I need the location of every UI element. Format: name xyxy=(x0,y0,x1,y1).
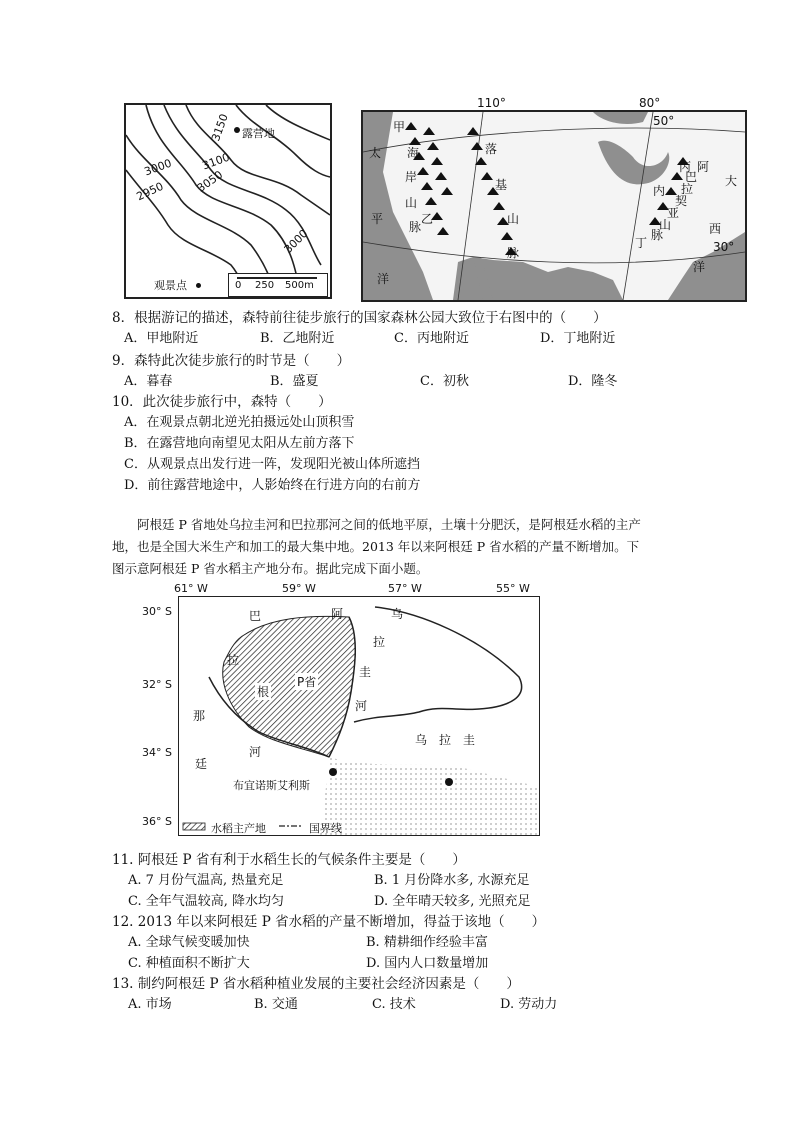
arg-label-la-n: 拉 xyxy=(373,635,386,649)
arg-label-p: P省 xyxy=(297,675,317,689)
scale-bar xyxy=(228,273,328,297)
na-label-ba: 巴 xyxy=(685,170,698,184)
q9-option-d[interactable]: D．隆冬 xyxy=(568,374,618,389)
na-label-a-e: 阿 xyxy=(697,160,710,174)
arg-label-ting: 廷 xyxy=(195,757,208,771)
q8-option-a[interactable]: A．甲地附近 xyxy=(124,331,199,346)
q10-option-d[interactable]: D．前往露营地途中，人影始终在行进方向的右前方 xyxy=(124,478,421,493)
q12-option-a[interactable]: A. 全球气候变暖加快 xyxy=(128,935,250,950)
contour-label-3000: 3000 xyxy=(142,156,174,179)
passage-line-2: 地，也是全国大米生产和加工的最大集中地。2013 年以来阿根廷 P 省水稻的产量不断增加。下 xyxy=(112,539,640,554)
question-9: 9．森特此次徒步旅行的时节是（ ） xyxy=(112,353,351,369)
scale-250: 250 xyxy=(255,280,275,291)
arg-label-na: 那 xyxy=(193,709,206,723)
na-label-mai-w: 脉 xyxy=(409,220,422,234)
passage-line-1: 阿根廷 P 省地处乌拉圭河和巴拉那河之间的低地平原，土壤十分肥沃，是阿根廷水稻的主产 xyxy=(112,517,641,532)
arg-lat-30: 30° S xyxy=(142,605,172,618)
legend-rice-label: 水稻主产地 xyxy=(211,822,266,835)
passage-line-3: 图示意阿根廷 P 省水稻主产地分布。据此完成下面小题。 xyxy=(112,561,429,576)
arg-label-wu-n: 乌 xyxy=(391,607,404,621)
scale-0: 0 xyxy=(235,280,242,291)
arg-lon-59: 59° W xyxy=(282,582,316,595)
q12-option-b[interactable]: B. 精耕细作经验丰富 xyxy=(366,935,488,950)
q11-option-d[interactable]: D. 全年晴天较多, 光照充足 xyxy=(374,894,531,909)
topographic-map xyxy=(124,103,332,299)
q8-option-d[interactable]: D．丁地附近 xyxy=(540,331,616,346)
na-label-shan-e: 山 xyxy=(659,218,672,232)
q8-option-c[interactable]: C．丙地附近 xyxy=(394,331,469,346)
arg-label-gui-n: 圭 xyxy=(359,665,372,679)
question-12: 12. 2013 年以来阿根廷 P 省水稻的产量不断增加，得益于该地（ ） xyxy=(112,914,546,930)
na-label-mai-m: 脉 xyxy=(507,246,520,260)
q11-option-a[interactable]: A. 7 月份气温高, 热量充足 xyxy=(128,873,284,888)
arg-city-label: 布宜诺斯艾利斯 xyxy=(233,779,310,792)
q13-option-a[interactable]: A. 市场 xyxy=(128,997,172,1012)
question-11: 11. 阿根廷 P 省有利于水稻生长的气候条件主要是（ ） xyxy=(112,852,466,868)
question-10: 10．此次徒步旅行中，森特（ ） xyxy=(112,394,332,410)
na-label-an: 岸 xyxy=(405,170,418,184)
na-label-mai-e: 脉 xyxy=(651,228,664,242)
na-label-ji: 基 xyxy=(495,178,508,192)
na-label-ding: 丁 xyxy=(635,236,648,250)
arg-lon-61: 61° W xyxy=(174,582,208,595)
q10-option-a[interactable]: A．在观景点朝北逆光拍摄远处山顶积雪 xyxy=(124,415,355,430)
q8-option-b[interactable]: B．乙地附近 xyxy=(260,331,335,346)
camp-point xyxy=(234,127,240,133)
na-label-tai-w: 太 xyxy=(369,146,382,160)
arg-lon-57: 57° W xyxy=(388,582,422,595)
q9-option-b[interactable]: B．盛夏 xyxy=(270,374,319,389)
na-label-jia: 甲 xyxy=(393,120,406,134)
contour-label-2950: 2950 xyxy=(134,179,166,204)
na-lat-30: 30° xyxy=(713,240,735,254)
question-13: 13. 制约阿根廷 P 省水稻种植业发展的主要社会经济因素是（ ） xyxy=(112,976,520,992)
argentina-map-shapes xyxy=(179,597,539,835)
arg-label-gen: 根 xyxy=(257,685,270,699)
na-label-la: 拉 xyxy=(681,182,694,196)
contour-lines xyxy=(126,105,330,297)
passage xyxy=(112,514,692,580)
legend-border-label: 国界线 xyxy=(309,822,342,835)
camp-label: 露营地 xyxy=(242,127,275,140)
na-label-yang-w: 洋 xyxy=(377,272,390,286)
na-label-nei: 内 xyxy=(653,184,666,198)
arg-lat-36: 36° S xyxy=(142,815,172,828)
na-lon-110: 110° xyxy=(477,96,506,110)
contour-label-3050: 3050 xyxy=(194,168,226,195)
na-label-ya: 亚 xyxy=(667,206,680,220)
na-label-qi: 契 xyxy=(675,194,688,208)
q13-option-b[interactable]: B. 交通 xyxy=(254,997,298,1012)
na-label-yi: 乙 xyxy=(421,212,434,226)
q13-option-d[interactable]: D. 劳动力 xyxy=(500,997,558,1012)
na-label-hai: 海 xyxy=(407,146,420,160)
na-label-shan-w: 山 xyxy=(405,196,418,210)
scale-500m: 500m xyxy=(285,280,314,291)
na-label-ping: 平 xyxy=(371,212,384,226)
viewpoint-point xyxy=(196,283,201,288)
north-america-map xyxy=(361,96,747,302)
q11-option-b[interactable]: B. 1 月份降水多, 水源充足 xyxy=(374,873,530,888)
q9-option-a[interactable]: A．暮春 xyxy=(124,374,173,389)
na-label-bing: 丙 xyxy=(679,160,692,174)
q10-option-b[interactable]: B．在露营地向南望见太阳从左前方落下 xyxy=(124,436,355,451)
na-lon-80: 80° xyxy=(639,96,661,110)
argentina-map xyxy=(178,596,540,836)
na-label-shan-m: 山 xyxy=(507,212,520,226)
arg-label-country: 乌 拉 圭 xyxy=(415,733,476,747)
na-label-yang-e: 洋 xyxy=(693,260,706,274)
na-label-luo: 落 xyxy=(485,142,498,156)
mountain-ranges xyxy=(363,112,745,300)
viewpoint-label: 观景点 xyxy=(154,279,187,292)
arg-lon-55: 55° W xyxy=(496,582,530,595)
q12-option-d[interactable]: D. 国内人口数量增加 xyxy=(366,956,489,971)
contour-label-3100: 3100 xyxy=(200,150,232,173)
arg-label-la: 拉 xyxy=(227,653,240,667)
q13-option-c[interactable]: C. 技术 xyxy=(372,997,416,1012)
question-8: 8．根据游记的描述，森特前往徒步旅行的国家森林公园大致位于右图中的（ ） xyxy=(112,310,607,326)
q12-option-c[interactable]: C. 种植面积不断扩大 xyxy=(128,956,250,971)
arg-label-ba: 巴 xyxy=(249,609,262,623)
contour-label-3150: 3150 xyxy=(209,112,231,143)
na-label-xi: 西 xyxy=(709,222,722,236)
arg-label-he-w: 河 xyxy=(249,745,262,759)
na-lat-50: 50° xyxy=(653,114,675,128)
q11-option-c[interactable]: C. 全年气温较高, 降水均匀 xyxy=(128,894,285,909)
contour-label-3000b: 3000 xyxy=(281,227,311,256)
q10-option-c[interactable]: C．从观景点出发行进一阵，发现阳光被山体所遮挡 xyxy=(124,457,420,472)
arg-lat-34: 34° S xyxy=(142,746,172,759)
arg-label-a: 阿 xyxy=(331,607,344,621)
na-label-tai-e: 大 xyxy=(725,174,738,188)
arg-label-he-n: 河 xyxy=(355,699,368,713)
arg-lat-32: 32° S xyxy=(142,678,172,691)
q9-option-c[interactable]: C．初秋 xyxy=(420,374,469,389)
